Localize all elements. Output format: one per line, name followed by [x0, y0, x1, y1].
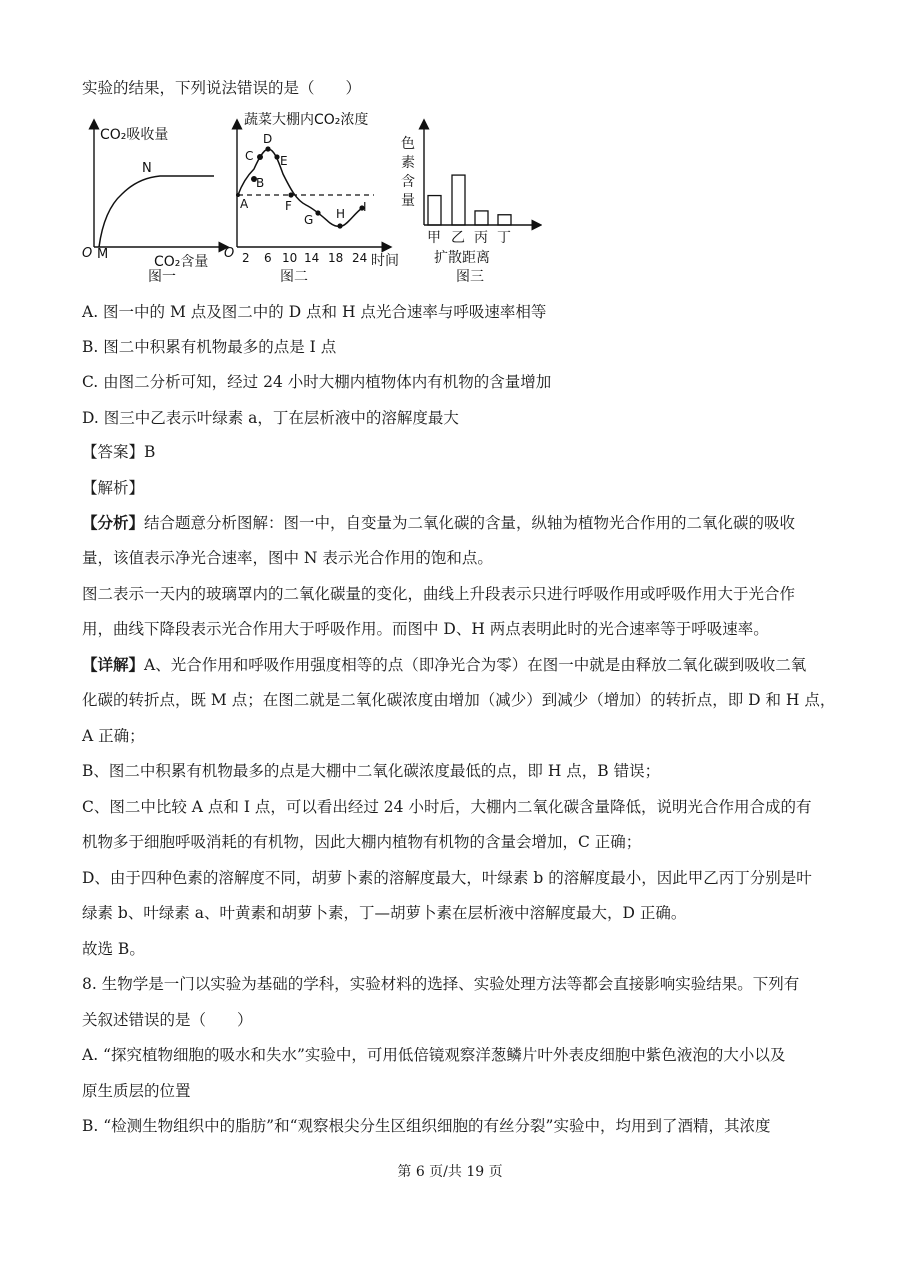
fig2-point-a: A	[240, 197, 249, 211]
fig2-point-i: I	[363, 200, 367, 214]
option-a: A. 图一中的 M 点及图二中的 D 点和 H 点光合速率与呼吸速率相等	[82, 303, 547, 321]
fig2-tick: 14	[304, 251, 320, 265]
q8-stem-1: 8. 生物学是一门以实验为基础的学科，实验材料的选择、实验处理方法等都会直接影响实验结果。下列有	[82, 975, 800, 993]
fenxi-line-1	[82, 513, 795, 533]
fig1-xlabel: CO₂含量	[154, 254, 209, 270]
fig2-xlabel: 时间	[371, 253, 399, 269]
xiangjie-line-7: D、由于四种色素的溶解度不同，胡萝卜素的溶解度最大，叶绿素 b 的溶解度最小，因此甲乙丙丁分别是叶	[82, 869, 812, 887]
fig2-point-g: G	[304, 213, 314, 227]
xiangjie-line-2: 化碳的转折点，既 M 点；在图二就是二氧化碳浓度由增加（减少）到减少（增加）的转折点，即 D 和 H 点，	[82, 691, 836, 709]
conclusion: 故选 B。	[82, 940, 145, 958]
fig3-bar-丙	[475, 211, 488, 225]
fig3-category: 甲	[427, 230, 441, 246]
fig1-origin: O	[82, 246, 93, 261]
xiangjie-line-3: A 正确；	[82, 727, 145, 745]
xiangjie-line-6: 机物多于细胞呼吸消耗的有机物，因此大棚内植物有机物的含量会增加，C 正确；	[82, 833, 642, 851]
fig3-category: 丙	[474, 230, 488, 246]
xiangjie-line-5: C、图二中比较 A 点和 I 点，可以看出经过 24 小时后，大棚内二氧化碳含量降低，说明光合作用合成的有	[82, 798, 812, 816]
fig2-point-b: B	[256, 176, 265, 190]
fenxi-line-2: 量，该值表示净光合速率，图中 N 表示光合作用的饱和点。	[82, 549, 493, 567]
figure-1	[82, 124, 224, 284]
fenxi-line-3: 图二表示一天内的玻璃罩内的二氧化碳量的变化，曲线上升段表示只进行呼吸作用或呼吸作用大于光合作	[82, 585, 796, 603]
fig1-point-n: N	[142, 161, 152, 176]
fenxi-line-4: 用，曲线下降段表示光合作用大于呼吸作用。而图中 D、H 两点表明此时的光合速率等于呼吸速率。	[82, 620, 769, 638]
fig2-tick: 24	[352, 251, 368, 265]
fig3-ylabel-char: 色	[401, 136, 415, 152]
option-d: D. 图三中乙表示叶绿素 a，丁在层析液中的溶解度最大	[82, 409, 459, 427]
fig2-tick: 2	[242, 251, 250, 265]
fig1-caption: 图一	[148, 269, 176, 284]
figure-3	[401, 124, 537, 284]
fig3-ylabel-char: 素	[401, 155, 415, 171]
fenxi-text-1: 结合题意分析图解：图一中，自变量为二氧化碳的含量，纵轴为植物光合作用的二氧化碳的吸收	[144, 514, 796, 532]
fig2-tick: 6	[264, 251, 272, 265]
figure-2	[224, 112, 399, 284]
fig3-category: 乙	[451, 230, 465, 246]
fenxi-tag: 【分析】	[82, 513, 145, 532]
fig3-ylabel-char: 量	[401, 193, 415, 209]
fig3-bar-甲	[428, 196, 441, 225]
fig3-category: 丁	[497, 230, 511, 246]
xiangjie-line-1	[82, 655, 806, 675]
answer: 【答案】B	[82, 443, 156, 461]
xiangjie-text-1: A、光合作用和呼吸作用强度相等的点（即净光合为零）在图一中就是由释放二氧化碳到吸收二氧	[144, 656, 807, 674]
fig2-point-f: F	[285, 199, 292, 213]
fig2-point-e: E	[280, 154, 288, 168]
fig3-bar-乙	[452, 175, 465, 225]
fig2-point-c: C	[245, 149, 254, 163]
fig2-point-d: D	[263, 132, 273, 146]
question-intro: 实验的结果，下列说法错误的是（ ）	[82, 79, 362, 97]
option-b: B. 图二中积累有机物最多的点是 I 点	[82, 338, 337, 356]
fig1-point-m: M	[97, 247, 109, 262]
fig3-caption: 图三	[456, 269, 484, 284]
xiangjie-line-8: 绿素 b、叶绿素 a、叶黄素和胡萝卜素，丁—胡萝卜素在层析液中溶解度最大，D 正确。	[82, 904, 687, 922]
fig2-caption: 图二	[280, 269, 308, 284]
option-c: C. 由图二分析可知，经过 24 小时大棚内植物体内有机物的含量增加	[82, 373, 552, 391]
fig2-origin: O	[224, 246, 235, 261]
q8-option-b-1: B. “检测生物组织中的脂肪”和“观察根尖分生区组织细胞的有丝分裂”实验中，均用到了酒精，其浓度	[82, 1117, 771, 1135]
q8-stem-2: 关叙述错误的是（ ）	[82, 1011, 253, 1029]
xiangjie-line-4: B、图二中积累有机物最多的点是大棚中二氧化碳浓度最低的点，即 H 点，B 错误；	[82, 762, 661, 780]
fig2-tick: 18	[328, 251, 344, 265]
fig1-ylabel: CO₂吸收量	[100, 127, 169, 143]
question-figures	[82, 112, 542, 284]
fig2-point-h: H	[336, 207, 346, 221]
fig3-ylabel-char: 含	[401, 174, 415, 190]
page-footer: 第 6 页/共 19 页	[397, 1164, 503, 1180]
fig3-xlabel: 扩散距离	[434, 250, 490, 266]
q8-option-a-1: A. “探究植物细胞的吸水和失水”实验中，可用低倍镜观察洋葱鳞片叶外表皮细胞中紫色液泡的大小以及	[82, 1046, 786, 1064]
fig1-curve	[99, 176, 214, 247]
q8-option-a-2: 原生质层的位置	[82, 1082, 191, 1100]
xiangjie-tag: 【详解】	[82, 655, 145, 674]
analysis-title: 【解析】	[82, 479, 145, 497]
fig2-ylabel: 蔬菜大棚内CO₂浓度	[244, 112, 369, 128]
fig2-tick: 10	[282, 251, 298, 265]
fig3-bar-丁	[498, 215, 511, 225]
